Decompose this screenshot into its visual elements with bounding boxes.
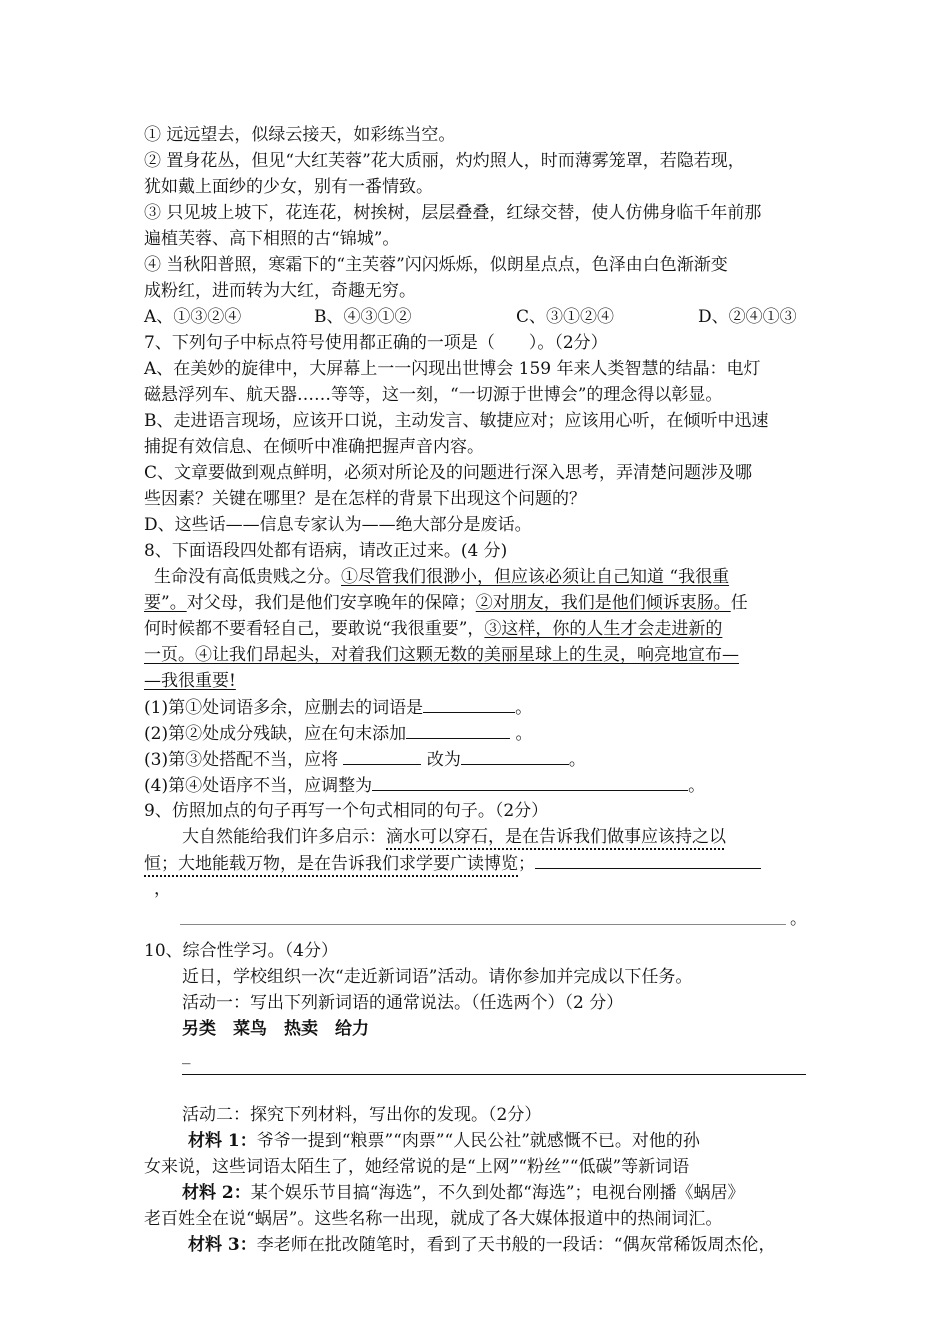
q10-material-3-label: 材料 3： — [188, 1235, 257, 1255]
q8-sub-3-text: (3)第③处搭配不当，应将 — [144, 750, 344, 770]
q10-material-1-label: 材料 1： — [188, 1131, 257, 1151]
q7-option-c-2: 些因素？关键在哪里？是在怎样的背景下出现这个问题的？ — [144, 489, 586, 509]
q8-answer-blank-4[interactable] — [372, 772, 688, 791]
q8-sub-4 — [144, 772, 808, 798]
q9-stem: 9、仿照加点的句子再写一个句式相同的句子。（2分） — [144, 801, 549, 821]
q9-text: ； — [518, 854, 535, 874]
q8-text: 任 — [730, 593, 748, 613]
q8-passage-line-3 — [144, 616, 808, 642]
q8-text: 。 — [568, 750, 586, 770]
q6-sentence-2b: 犹如戴上面纱的少女，别有一番情致。 — [144, 177, 433, 197]
q8-error-3-4: 一页。④让我们昂起头，对着我们这颗无数的美丽星球上的生灵，响亮地宣布— — [144, 645, 739, 665]
q8-sub-1 — [144, 694, 808, 720]
q9-example-line-1 — [144, 824, 808, 850]
q8-text: 。 — [510, 724, 533, 744]
q9-example-line-2 — [144, 850, 808, 876]
q8-error-3: ③这样，你的人生才会走进新的 — [484, 619, 723, 639]
q7-option-a-1: A、在美妙的旋律中，大屏幕上一一闪现出世博会 159 年来人类智慧的结晶：电灯 — [144, 359, 761, 379]
q7-stem: 7、下列句子中标点符号使用都正确的一项是（ ）。（2分） — [144, 333, 608, 353]
q10-answer-line — [144, 1066, 808, 1102]
q7-option-b-1: B、走进语言现场，应该开口说，主动发言、敏捷应对；应该用心听，在倾听中迅速 — [144, 411, 769, 431]
q6-sentence-4a: ④ 当秋阳普照，寒霜下的“主芙蓉”闪闪烁烁，似朗星点点，色泽由白色渐渐变 — [144, 255, 728, 275]
q7-option-b-2: 捕捉有效信息、在倾听中准确把握声音内容。 — [144, 437, 484, 457]
q8-answer-blank-3a[interactable] — [343, 746, 421, 765]
q9-text: 。 — [790, 909, 807, 929]
q6-sentence-3b: 遍植芙蓉、高下相照的古“锦城”。 — [144, 229, 400, 249]
q8-text: 。 — [515, 698, 533, 718]
q10-activity-2: 活动二：探究下列材料，写出你的发现。（2分） — [182, 1105, 542, 1125]
q6-option-b[interactable]: B、④③①② — [314, 307, 412, 327]
q7-option-c-1: C、文章要做到观点鲜明，必须对所论及的问题进行深入思考，弄清楚问题涉及哪 — [144, 463, 753, 483]
exam-page — [144, 122, 808, 1258]
q10-material-1a — [144, 1128, 808, 1154]
q8-text: 改为 — [421, 750, 461, 770]
q10-material-2-label: 材料 2： — [182, 1183, 251, 1203]
q8-passage-line-2 — [144, 590, 808, 616]
q6-option-c[interactable]: C、③①②④ — [516, 307, 615, 327]
q8-passage-line-5 — [144, 668, 808, 694]
q10-intro: 近日，学校组织一次“走近新词语”活动。请你参加并完成以下任务。 — [182, 967, 693, 987]
q10-material-1b: 女来说，这些词语太陌生了，她经常说的是“上网”“粉丝”“低碳”等新词语 — [144, 1157, 690, 1177]
q8-error-1: ①尽管我们很渺小，但应该必须让自己知道 “我很重 — [341, 567, 730, 587]
q8-text: 生命没有高低贵贱之分。 — [154, 567, 341, 587]
q8-error-1-end: 要”。 — [144, 593, 187, 613]
q10-dash: _ — [182, 1045, 191, 1065]
q10-activity-1: 活动一：写出下列新词语的通常说法。（任选两个）（2 分） — [182, 993, 624, 1013]
q9-answer-line — [144, 906, 808, 938]
q6-option-d[interactable]: D、②④①③ — [698, 307, 797, 327]
q6-sentence-1: ① 远远望去，似绿云接天，如彩练当空。 — [144, 125, 456, 145]
q6-sentence-2a: ② 置身花丛，但见“大红芙蓉”花大质丽，灼灼照人，时而薄雾笼罩，若隐若现， — [144, 151, 745, 171]
q10-text: 某个娱乐节目搞“海选”，不久到处都“海选”；电视台刚播《蜗居》 — [250, 1183, 745, 1203]
q10-text: 爷爷一提到“粮票”“肉票”“人民公社”就感慨不已。对他的孙 — [256, 1131, 700, 1151]
q10-material-2a — [144, 1180, 808, 1206]
q8-answer-blank-2[interactable] — [406, 720, 510, 739]
q8-stem: 8、下面语段四处都有语病，请改正过来。(4 分) — [144, 541, 508, 561]
q8-text: 何时候都不要看轻自己，要敢说“我很重要”， — [144, 619, 485, 639]
q9-comma-line: ， — [154, 879, 171, 899]
q9-dotted-sentence: 恒；大地能载万物，是在告诉我们求学要广读博览 — [144, 854, 518, 874]
q6-options — [144, 304, 808, 330]
q9-answer-blank-2[interactable] — [180, 924, 786, 925]
q6-option-a[interactable]: A、①③②④ — [144, 307, 242, 327]
q7-option-d: D、这些话——信息专家认为——绝大部分是废话。 — [144, 515, 532, 535]
q8-passage-line-1 — [144, 564, 808, 590]
q10-material-3a — [144, 1232, 808, 1258]
q10-new-words: 另类 菜鸟 热卖 给力 — [182, 1019, 369, 1039]
q8-answer-blank-1[interactable] — [423, 694, 515, 713]
q8-answer-blank-3b[interactable] — [461, 746, 569, 765]
q8-text: 对父母，我们是他们安享晚年的保障； — [186, 593, 476, 613]
q7-option-a-2: 磁悬浮列车、航天器……等等，这一刻，“一切源于世博会”的理念得以彰显。 — [144, 385, 723, 405]
q6-sentence-3a: ③ 只见坡上坡下，花连花，树挨树，层层叠叠，红绿交替，使人仿佛身临千年前那 — [144, 203, 762, 223]
q8-passage-line-4 — [144, 642, 808, 668]
q9-dotted-sentence: 滴水可以穿石，是在告诉我们做事应该持之以 — [386, 827, 726, 847]
q8-sub-1-text: (1)第①处词语多余，应删去的词语是 — [144, 698, 424, 718]
q8-sub-2 — [144, 720, 808, 746]
q8-text: 。 — [688, 776, 706, 796]
q8-sub-3 — [144, 746, 808, 772]
q10-material-2b: 老百姓全在说“蜗居”。这些名称一出现，就成了各大媒体报道中的热闹词汇。 — [144, 1209, 723, 1229]
q9-text: 大自然能给我们许多启示： — [182, 827, 386, 847]
q9-answer-blank-1[interactable] — [535, 850, 761, 869]
q6-sentence-4b: 成粉红，进而转为大红，奇趣无穷。 — [144, 281, 416, 301]
q10-answer-blank[interactable] — [182, 1074, 806, 1075]
q10-stem: 10、综合性学习。（4分） — [144, 941, 338, 961]
q8-sub-2-text: (2)第②处成分残缺，应在句末添加 — [144, 724, 407, 744]
q8-error-2: ②对朋友，我们是他们倾诉衷肠。 — [475, 593, 731, 613]
q10-text: 李老师在批改随笔时，看到了天书般的一段话：“偶灰常稀饭周杰伦， — [256, 1235, 776, 1255]
q8-error-4-end: —我很重要! — [144, 671, 236, 691]
q8-sub-4-text: (4)第④处语序不当，应调整为 — [144, 776, 373, 796]
